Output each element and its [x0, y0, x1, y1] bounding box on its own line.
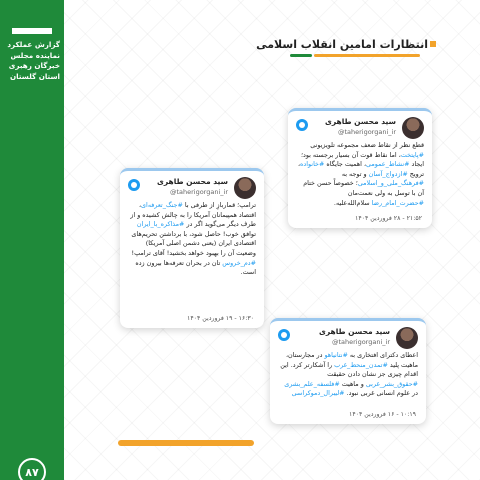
report-line: استان گلستان: [10, 71, 60, 81]
report-line: گزارش عملکرد: [7, 40, 60, 49]
header-bullet-icon: [430, 41, 436, 47]
tweet-text: ، ترویج: [297, 160, 424, 178]
avatar: [396, 327, 418, 349]
hashtag-link[interactable]: #دم_خروس: [222, 258, 256, 267]
hashtag-link[interactable]: #فرهنگ_ملی_و_اسلامی: [357, 179, 424, 188]
author-handle: @taherigorgani_ir: [337, 128, 396, 136]
hashtag-link[interactable]: #لیبرال_دموکراسی: [291, 389, 345, 398]
tweet-text: اعطای دکترای افتخاری به: [347, 351, 418, 359]
hashtag-link[interactable]: #جنگ_تعرفه‌ای: [141, 201, 183, 209]
tweet-date: ۱۰:۱۹ - ۱۶ فروردین ۱۴۰۴: [349, 411, 416, 418]
tweet-header: [270, 321, 426, 351]
hashtag-link[interactable]: #نشاط_عمومی: [366, 160, 410, 169]
tweet-card: [288, 108, 432, 228]
tweet-card: [270, 318, 426, 424]
tweet-text: ، اقتصاد همپیمانان آمریکا را به چالش کشیده و از طرف دیگر می‌گوید اگر در: [130, 201, 256, 229]
hashtag-link[interactable]: #پایتخت: [400, 150, 424, 159]
tweet-text: ، اهمیت جایگاه: [324, 160, 367, 169]
tweet-body: [288, 141, 432, 208]
avatar: [234, 177, 256, 199]
hashtag-link[interactable]: #فلسفه_علم_بشری: [284, 379, 340, 388]
report-line: نماینده مجلس: [10, 50, 60, 60]
hashtag-link[interactable]: #تمدن_منحط_غرب: [334, 360, 388, 369]
author-handle: @taherigorgani_ir: [331, 338, 390, 346]
hashtag-link[interactable]: #ازدواج_آسان: [368, 169, 408, 178]
twitter-icon: [296, 119, 308, 131]
report-title: [4, 40, 60, 82]
author-name: سید محسن طاهری: [156, 177, 228, 186]
title-underline-orange: [314, 54, 420, 57]
hashtag-link[interactable]: #مذاکره_با_ایران: [136, 220, 185, 229]
author-name: سید محسن طاهری: [324, 117, 396, 126]
tweet-header: [120, 171, 264, 201]
hashtag-link[interactable]: #نتانیاهو: [324, 351, 348, 359]
sidebar-accent-bar: [12, 28, 52, 34]
tweet-text: در مجارستان، ماهیت پلید: [285, 351, 418, 369]
hashtag-link[interactable]: #حقوق_بشر_غربی: [365, 379, 418, 388]
tweet-text: قطع نظر از نقاط ضعف مجموعه تلویزیونی: [310, 141, 424, 149]
hashtag-link[interactable]: #خانواده: [300, 160, 325, 169]
tweet-date: ۲۱:۵۲ - ۲۸ فروردین ۱۴۰۴: [355, 215, 422, 222]
tweet-text: توافق خوب! حاصل شود، با برداشتن تحریم‌های اقتصادی ایران (یعنی دشمن اصلی آمریکا) وضعیت آن را بهبود خواهد بخشید! آقای ترامپ!: [131, 229, 256, 257]
author-handle: @taherigorgani_ir: [169, 188, 228, 196]
author-name: سید محسن طاهری: [318, 327, 390, 336]
twitter-icon: [278, 329, 290, 341]
page-title: انتظارات امامین انقلاب اسلامی: [256, 38, 428, 51]
report-line: خبرگان رهبری: [8, 61, 60, 70]
sidebar: [0, 0, 64, 480]
decorative-bar: [118, 440, 254, 446]
tweet-body: [120, 201, 264, 278]
tweet-date: ۱۶:۳۰ - ۱۹ فروردین ۱۴۰۴: [187, 315, 254, 322]
avatar: [402, 117, 424, 139]
tweet-card: [120, 168, 264, 328]
tweet-text: سلام‌الله‌علیه.: [333, 198, 372, 207]
tweet-text: تان در بحران تعرفه‌ها بیرون زده است.: [135, 258, 256, 277]
tweet-text: و ماهیت: [339, 379, 366, 388]
tweet-text: و توجه به: [341, 169, 369, 178]
tweet-text: در علوم انسانی غربی نبود.: [344, 389, 418, 398]
tweet-text: ؛ خصوصاً حسن ختام آن با توسل به ولی نعمت‌مان: [303, 179, 424, 197]
page-number-badge: ۸۷: [18, 458, 46, 480]
twitter-icon: [128, 179, 140, 191]
tweet-header: [288, 111, 432, 141]
tweet-text: را آشکارتر کرد. این اقدام چیزی جز نشان دادن حقیقت: [280, 360, 418, 379]
tweet-body: [270, 351, 426, 399]
tweet-text: ، اما نقاط قوت آن بسیار برجسته بود؛ ایجاد: [300, 150, 424, 169]
hashtag-link[interactable]: #حضرت_امام_رضا: [371, 198, 424, 207]
tweet-text: ترامپ؛ قماربازِ از طرفی با: [182, 201, 256, 209]
title-underline-green: [290, 54, 312, 57]
